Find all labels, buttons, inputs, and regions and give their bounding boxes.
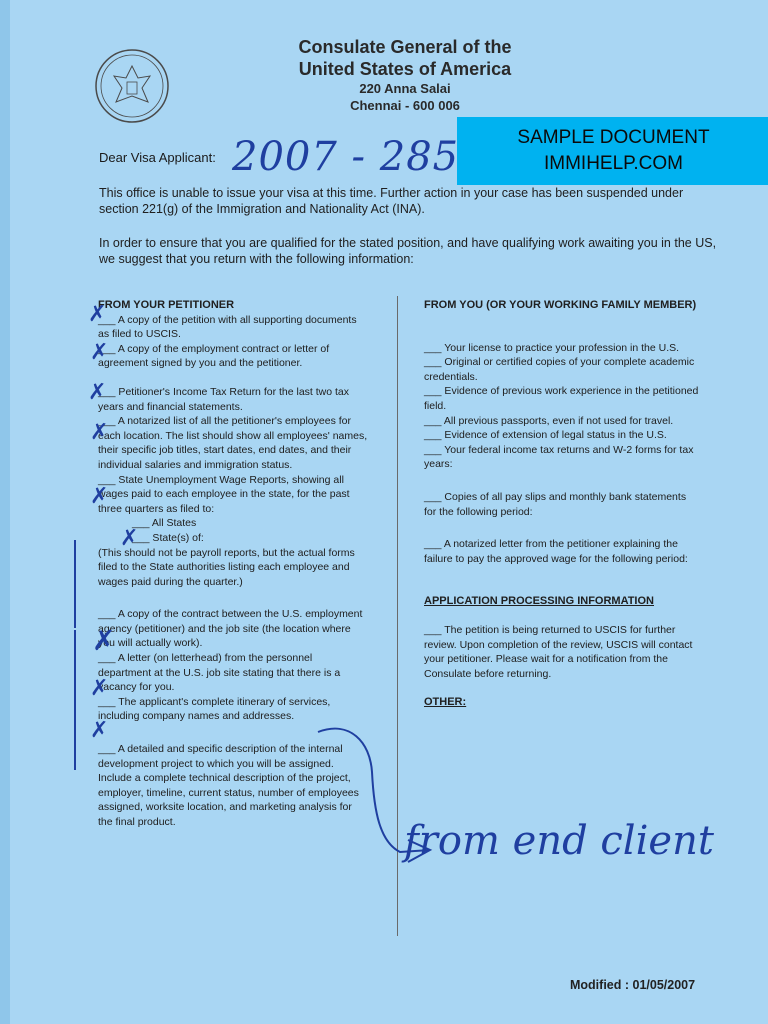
check-mark-x: ✗ (88, 380, 107, 405)
header-address: 220 Anna Salai (359, 81, 451, 96)
list-item: ___ A notarized letter from the petitioner explaining the failure to pay the approved wage for the following period: (424, 538, 688, 565)
document-page (10, 0, 768, 1024)
list-item: ___ Copies of all pay slips and monthly bank statements for the following period: (424, 490, 687, 518)
check-mark-x: ✗ (90, 718, 109, 743)
list-item: ___ A detailed and specific description of the internal development project to which you will be assigned. Include a complete technical description of the project, employer, timeline, current status, number of employees assigned, worksite location, and marketing analysis for the final product. (98, 743, 359, 828)
modified-date: Modified : 01/05/2007 (570, 978, 696, 992)
great-seal-icon (94, 48, 170, 124)
list-item: (This should not be payroll reports, but the actual forms filed to the State authorities listing each employee and wages paid during the quarter.) (98, 546, 355, 588)
handwritten-note: from end client (404, 818, 714, 864)
sample-document-stamp (457, 117, 768, 185)
list-item: ___ All previous passports, even if not used for travel. (424, 414, 674, 427)
check-mark-x: ✗ (92, 624, 116, 657)
applicant-column (424, 298, 700, 710)
list-item: ___ Original or certified copies of your complete academic credentials. (424, 356, 695, 383)
greeting: Dear Visa Applicant: (99, 150, 216, 165)
check-mark-x: ✗ (90, 420, 109, 445)
list-item: ___ State(s) of: (132, 531, 204, 544)
list-item: ___ Your license to practice your profession in the U.S. (424, 341, 680, 354)
list-item: ___ A copy of the petition with all supporting documents as filed to USCIS. (98, 313, 357, 341)
list-item: ___ Evidence of previous work experience in the petitioned field. (424, 385, 699, 412)
list-item: ___ State Unemployment Wage Reports, showing all wages paid to each employee in the state, for the past three quarters as filed to: (98, 473, 350, 515)
check-mark-x: ✗ (88, 302, 107, 327)
applicant-heading: FROM YOU (OR YOUR WORKING FAMILY MEMBER) (424, 299, 697, 311)
other-heading: OTHER: (424, 696, 467, 709)
petitioner-heading: FROM YOUR PETITIONER (98, 299, 235, 311)
header-city: Chennai - 600 006 (350, 98, 460, 113)
paragraph-refusal: This office is unable to issue your visa at this time. Further action in your case has been suspended under section 221(g) of the Immigration and Nationality Act (INA). (99, 186, 684, 216)
consulate-header (240, 36, 570, 114)
list-item: ___ All States (132, 517, 197, 530)
list-item: ___ Evidence of extension of legal status in the U.S. (424, 429, 667, 442)
check-mark-x: ✗ (120, 526, 139, 551)
handwritten-bracket (74, 540, 76, 628)
handwritten-case-number: 2007 - 285 (232, 134, 460, 180)
header-line-1: Consulate General of the (298, 37, 512, 57)
stamp-line-1: SAMPLE DOCUMENT (517, 127, 710, 148)
handwritten-bracket (74, 630, 76, 770)
list-item: ___ A copy of the employment contract or letter of agreement signed by you and the petitioner. (98, 342, 330, 370)
processing-text: ___ The petition is being returned to USCIS for further review. Upon completion of the review, USCIS will contact your petitioner. Please wait for a notification from the Consulate before returning. (424, 623, 693, 680)
paragraph-instructions: In order to ensure that you are qualified for the stated position, and have qualifying work awaiting you in the US, we suggest that you return with the following information: (99, 236, 717, 266)
list-item: ___ A notarized list of all the petitioner's employees for each location. The list should show all employees' names, their specific job titles, start dates, end dates, and their individual salaries and immigration status. (98, 415, 368, 471)
list-item: ___ A letter (on letterhead) from the personnel department at the U.S. job site stating that there is a vacancy for you. (98, 652, 341, 694)
list-item: ___ Petitioner's Income Tax Return for the last two tax years and financial statements. (98, 385, 350, 413)
list-item: ___ A copy of the contract between the U.S. employment agency (petitioner) and the job site (the location where you will actually work). (98, 608, 363, 650)
list-item: ___ Your federal income tax returns and W-2 forms for tax years: (424, 443, 694, 471)
stamp-line-2: IMMIHELP.COM (543, 153, 683, 174)
list-item: ___ The applicant's complete itinerary of services, including company names and addresses. (98, 695, 331, 723)
check-mark-x: ✗ (90, 340, 109, 365)
processing-heading: APPLICATION PROCESSING INFORMATION (424, 595, 654, 608)
check-mark-x: ✗ (90, 484, 109, 509)
header-line-2: United States of America (298, 59, 512, 79)
check-mark-x: ✗ (90, 676, 109, 701)
